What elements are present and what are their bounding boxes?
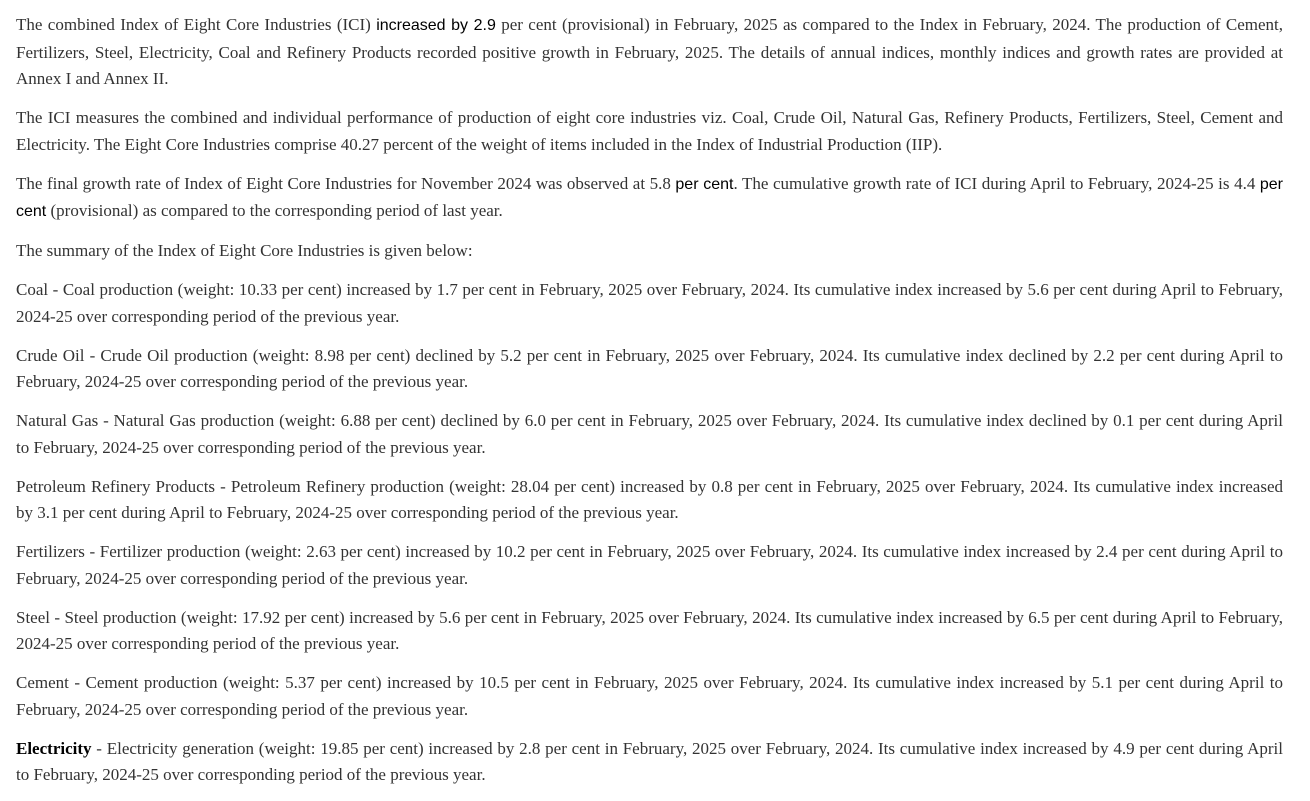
industry-name: Fertilizers — [16, 542, 85, 561]
industry-crude-oil — [16, 343, 1283, 396]
intro-p3-unit1: per cent — [675, 175, 734, 193]
intro-p3-part1: The final growth rate of Index of Eight Core Industries for November 2024 was observed at 5.8 — [16, 173, 676, 193]
industry-name: Steel — [16, 607, 50, 627]
industry-electricity — [16, 736, 1283, 789]
industry-name: Petroleum Refinery Products — [16, 476, 216, 496]
intro-paragraph-cumulative — [16, 171, 1283, 226]
industry-text: - Crude Oil production (weight: 8.98 per cent) declined by 5.2 per cent in February, 2025 over February, 2024. Its cumulative index declined by 2.2 per cent during April to February, 2024-25 over corresponding period of the previous year. — [16, 345, 1283, 391]
industry-text: - Petroleum Refinery production (weight: 28.04 per cent) increased by 0.8 per cent in February, 2025 over February, 2024. Its cumulative index increased by 3.1 per cent during April to February, 2024-25 over corresponding period of the previous year. — [16, 476, 1283, 522]
industry-cement — [16, 670, 1283, 723]
industry-name: Electricity — [16, 738, 92, 758]
industry-steel — [16, 605, 1283, 658]
industry-text: - Cement production (weight: 5.37 per cent) increased by 10.5 per cent in February, 2025 over February, 2024. Its cumulative index increased by 5.1 per cent during April to February, 2024-25 over corresponding period of the previous year. — [16, 673, 1283, 719]
industry-text: - Steel production (weight: 17.92 per cent) increased by 5.6 per cent in February, 2025 over February, 2024. Its cumulative index increased by 6.5 per cent during April to February, 2024-25 over corresponding period of the previous year. — [16, 607, 1283, 653]
industry-text: - Natural Gas production (weight: 6.88 per cent) declined by 6.0 per cent in February, 2025 over February, 2024. Its cumulative index declined by 0.1 per cent during April to February, 2024-25 over corresponding period of the previous year. — [16, 411, 1283, 457]
intro-p3-part3: (provisional) as compared to the corresponding period of last year. — [46, 201, 503, 220]
intro-p3-unit2: per cent — [16, 175, 1283, 220]
intro-paragraph-ici-definition: The ICI measures the combined and individual performance of production of eight core industries viz. Coal, Crude Oil, Natural Gas, Refinery Products, Fertilizers, Steel, Cement and Electricity. The Eight Core Industries comprise 40.27 percent of the weight of items included in the Index of Industrial Production (IIP). — [16, 108, 1283, 154]
industry-name: Crude Oil — [16, 345, 85, 365]
press-release-body — [16, 12, 1283, 801]
intro-p1-before: The combined Index of Eight Core Industries (ICI) — [16, 15, 377, 34]
industry-text: - Coal production (weight: 10.33 per cent) increased by 1.7 per cent in February, 2025 over February, 2024. Its cumulative index increased by 5.6 per cent during April to February, 2024-25 over corresponding period of the previous year. — [16, 280, 1283, 326]
industry-text: - Fertilizer production (weight: 2.63 per cent) increased by 10.2 per cent in February, 2025 over February, 2024. Its cumulative index increased by 2.4 per cent during April to February, 2024-25 over corresponding period of the previous year. — [16, 542, 1283, 588]
industry-natural-gas — [16, 408, 1283, 461]
industry-coal — [16, 277, 1283, 330]
industry-petroleum-refinery — [16, 474, 1283, 527]
industry-text: - Electricity generation (weight: 19.85 per cent) increased by 2.8 per cent in February, 2025 over February, 2024. Its cumulative index increased by 4.9 per cent during April to February, 2024-25 over corresponding period of the previous year. — [16, 738, 1283, 784]
intro-paragraph-growth — [16, 12, 1283, 93]
intro-p1-highlight: increased by 2.9 — [376, 17, 496, 34]
industry-name: Coal — [16, 280, 49, 299]
summary-heading: The summary of the Index of Eight Core Industries is given below: — [16, 241, 473, 260]
industry-fertilizers — [16, 539, 1283, 592]
intro-p1-after: per cent (provisional) in February, 2025 as compared to the Index in February, 2024. The production of Cement, Fertilizers, Steel, Electricity, Coal and Refinery Products recorded positive growth in February, 2025. The details of annual indices, monthly indices and growth rates are provided at Annex I and Annex II. — [16, 15, 1283, 88]
industry-name: Cement — [16, 673, 69, 692]
intro-p3-part2: . The cumulative growth rate of ICI during April to February, 2024-25 is 4.4 — [733, 173, 1260, 193]
industry-name: Natural Gas — [16, 411, 99, 430]
